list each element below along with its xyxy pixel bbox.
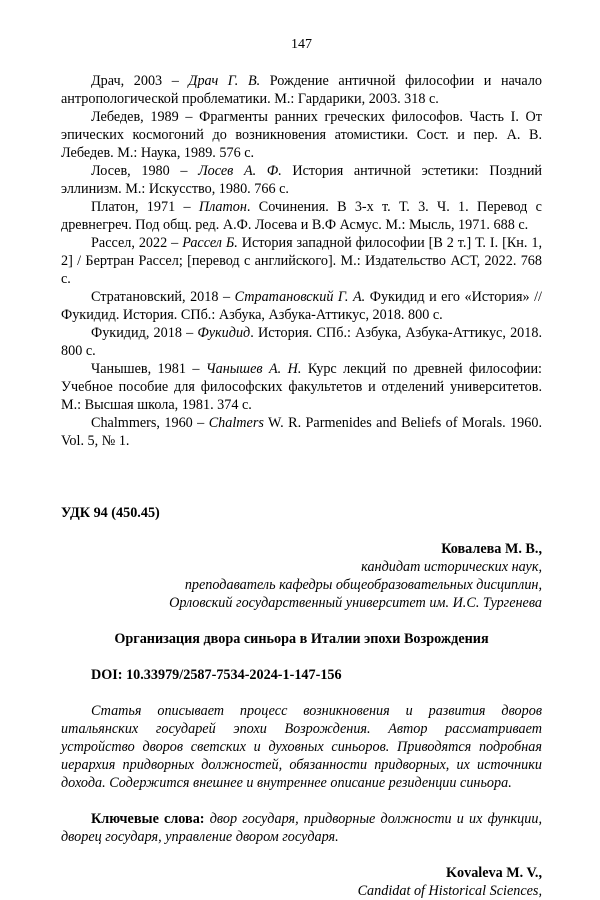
article-title: Организация двора синьора в Италии эпохи Возрождения [114, 631, 489, 647]
keywords [61, 810, 542, 846]
english-author-block [61, 864, 542, 900]
reference-item: Лебедев, 1989 – Фрагменты ранних греческих философов. Часть I. От эпических космогоний до возникновения атомистики. Сост. и пер. А. В. Лебедев. М.: Наука, 1989. 576 с. [61, 109, 542, 161]
references-list [61, 72, 542, 450]
reference-item: Chalmmers, 1960 – Chalmers W. R. Parmenides and Beliefs of Morals. 1960. Vol. 5, № 1. [61, 415, 542, 449]
udk-code: УДК 94 (450.45) [61, 505, 160, 521]
author-name: Ковалева М. В., [441, 541, 542, 557]
author-position: преподаватель кафедры общеобразовательных дисциплин, [184, 577, 542, 593]
reference-item: Лосев, 1980 – Лосев А. Ф. История античной эстетики: Поздний эллинизм. М.: Искусство, 1980. 766 с. [61, 163, 543, 197]
english-author-role: Candidat of Historical Sciences, [357, 883, 542, 899]
reference-item: Драч, 2003 – Драч Г. В. Рождение античной философии и начало антропологической проблематики. М.: Гардарики, 2003. 318 с. [61, 73, 542, 107]
author-degree: кандидат исторических наук, [361, 559, 542, 575]
author-affiliation: Орловский государственный университет им. И.С. Тургенева [169, 595, 542, 611]
english-author-name: Kovaleva M. V., [445, 865, 542, 881]
keywords-label: Ключевые слова: [91, 811, 205, 827]
reference-item: Рассел, 2022 – Рассел Б. История западной философии [В 2 т.] Т. I. [Кн. 1, 2] / Бертран Рассел; [перевод с английского]. М.: Издательство АСТ, 2022. 768 с. [61, 235, 543, 287]
author-block [61, 540, 542, 612]
keywords-text: двор государя, придворные должности и их функции, дворец государя, управление двором государя. [61, 811, 542, 845]
page-number: 147 [291, 37, 312, 52]
article-doi: DOI: 10.33979/2587-7534-2024-1-147-156 [91, 667, 342, 683]
reference-item: Стратановский, 2018 – Стратановский Г. А. Фукидид и его «История» // Фукидид. История. СПб.: Азбука, Азбука-Аттикус, 2018. 800 с. [61, 289, 542, 323]
reference-item: Чанышев, 1981 – Чанышев А. Н. Курс лекций по древней философии: Учебное пособие для философских факультетов и отделений университетов. М.: Высшая школа, 1981. 374 с. [61, 361, 542, 413]
reference-item: Фукидид, 2018 – Фукидид. История. СПб.: Азбука, Азбука-Аттикус, 2018. 800 с. [61, 325, 542, 359]
article-abstract: Статья описывает процесс возникновения и развития дворов итальянских государей эпохи Возрождения. Автор рассматривает устройство дворов светских и духовных синьоров. Приводятся подробная иерархия придворных должностей, обязанности придворных, их источники дохода. Содержится внешнее и внутреннее описание резиденции синьора. [61, 703, 542, 791]
reference-item: Платон, 1971 – Платон. Сочинения. В 3-х т. Т. 3. Ч. 1. Перевод с древнегреч. Под общ. ред. А.Ф. Лосева и В.Ф Асмус. М.: Мысль, 1971. 688 с. [61, 199, 542, 233]
